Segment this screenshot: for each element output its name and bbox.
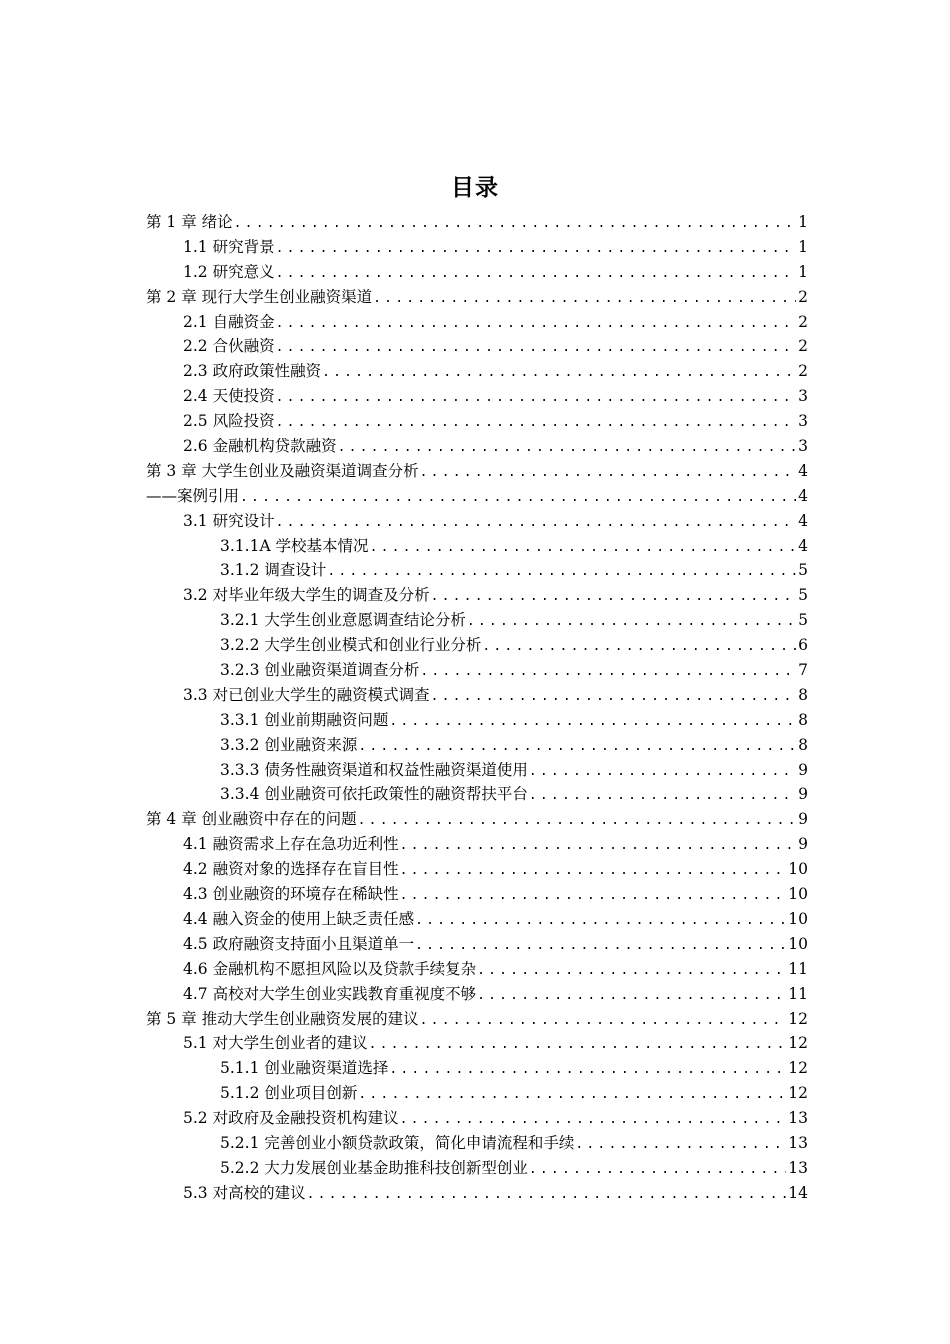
toc-entry[interactable] (146, 1056, 808, 1081)
toc-entry[interactable] (146, 310, 808, 335)
toc-entry[interactable] (146, 857, 808, 882)
toc-entry[interactable] (146, 509, 808, 534)
toc-entry-text: 2.5 风险投资 (183, 412, 275, 431)
toc-entry-text: 3.2.1 大学生创业意愿调查结论分析 (220, 611, 466, 630)
toc-entry-text: 3.3.1 创业前期融资问题 (220, 710, 389, 729)
toc-entry[interactable] (146, 608, 808, 633)
toc-entry-page: 12 (788, 1009, 808, 1028)
toc-entry[interactable] (146, 459, 808, 484)
toc-entry-text: 5.1 对大学生创业者的建议 (183, 1034, 368, 1053)
toc-leader-dots (358, 1083, 786, 1106)
toc-entry[interactable] (146, 409, 808, 434)
toc-entry-page: 11 (788, 959, 808, 978)
toc-entry-page: 13 (788, 1158, 808, 1177)
toc-entry[interactable] (146, 708, 808, 733)
toc-leader-dots (420, 1009, 787, 1032)
toc-entry-text: 3.2.2 大学生创业模式和创业行业分析 (220, 636, 482, 655)
toc-entry-page: 8 (798, 685, 808, 704)
toc-entry-text: 2.3 政府政策性融资 (183, 362, 322, 381)
toc-entry-text: 5.2.2 大力发展创业基金助推科技创新型创业 (220, 1158, 528, 1177)
toc-entry[interactable] (146, 733, 808, 758)
toc-leader-dots (389, 710, 796, 733)
toc-entry[interactable] (146, 807, 808, 832)
toc-entry[interactable] (146, 235, 808, 260)
toc-entry-text: 第 1 章 绪论 (146, 213, 233, 231)
toc-entry[interactable] (146, 957, 808, 982)
toc-entry-text: 3.3.2 创业融资来源 (220, 735, 358, 754)
toc-entry-text: 第 3 章 大学生创业及融资渠道调查分析 (146, 461, 419, 480)
toc-entry[interactable] (146, 334, 808, 359)
toc-leader-dots (276, 386, 797, 409)
toc-entry[interactable] (146, 285, 808, 310)
toc-entry[interactable] (146, 683, 808, 708)
toc-entry-text: 3.1 研究设计 (183, 511, 275, 530)
toc-entry-text: 3.1.1A 学校基本情况 (220, 536, 369, 555)
toc-entry-page: 2 (798, 337, 808, 356)
toc-leader-dots (420, 660, 796, 683)
toc-leader-dots (338, 436, 797, 459)
toc-entry-text: 4.6 金融机构不愿担风险以及贷款手续复杂 (183, 959, 477, 978)
toc-leader-dots (373, 287, 796, 310)
toc-entry-text: 5.1.2 创业项目创新 (220, 1084, 358, 1103)
toc-entry-text: 4.5 政府融资支持面小且渠道单一 (183, 934, 415, 953)
toc-entry[interactable] (146, 1031, 808, 1056)
toc-entry-page: 12 (788, 1034, 808, 1053)
toc-entry-page: 9 (798, 810, 808, 829)
toc-entry-page: 1 (798, 237, 808, 256)
toc-entry-page: 9 (798, 760, 808, 779)
toc-leader-dots (477, 984, 786, 1007)
toc-entry[interactable] (146, 982, 808, 1007)
toc-entry-page: 12 (788, 1084, 808, 1103)
toc-entry-page: 2 (798, 287, 808, 306)
toc-leader-dots (276, 411, 797, 434)
toc-entry[interactable] (146, 907, 808, 932)
toc-entry-page: 9 (798, 835, 808, 854)
toc-leader-dots (369, 1033, 787, 1056)
toc-entry[interactable] (146, 758, 808, 783)
toc-entry-text: 4.2 融资对象的选择存在盲目性 (183, 860, 399, 879)
toc-entry-text: 5.2 对政府及金融投资机构建议 (183, 1109, 399, 1128)
toc-leader-dots (415, 909, 786, 932)
toc-entry[interactable] (146, 558, 808, 583)
toc-entry-text: 3.3.3 债务性融资渠道和权益性融资渠道使用 (220, 760, 528, 779)
toc-leader-dots (276, 262, 797, 285)
toc-leader-dots (415, 934, 786, 957)
toc-leader-dots (400, 859, 787, 882)
toc-entry-page: 4 (798, 536, 808, 555)
toc-entry-text: 3.2 对毕业年级大学生的调查及分析 (183, 586, 430, 605)
toc-entry-page: 13 (788, 1109, 808, 1128)
toc-entry-page: 10 (788, 860, 808, 879)
toc-title: 目录 (451, 175, 499, 201)
toc-entry[interactable] (146, 1156, 808, 1181)
toc-entry-page: 10 (788, 909, 808, 928)
toc-entry[interactable] (146, 882, 808, 907)
toc-entry[interactable] (146, 1007, 808, 1032)
toc-leader-dots (431, 685, 797, 708)
toc-entry-page: 4 (798, 511, 808, 530)
toc-entry-page: 8 (798, 735, 808, 754)
toc-leader-dots (370, 536, 797, 559)
toc-entry[interactable] (146, 1181, 808, 1206)
toc-entry[interactable] (146, 484, 808, 509)
toc-leader-dots (431, 585, 797, 608)
toc-entry-page: 13 (788, 1133, 808, 1152)
toc-entry-text: 1.1 研究背景 (183, 237, 275, 256)
toc-leader-dots (322, 361, 796, 384)
toc-entry[interactable] (146, 1131, 808, 1156)
toc-entry[interactable] (146, 384, 808, 409)
toc-entry-page: 10 (788, 934, 808, 953)
toc-entry[interactable] (146, 1106, 808, 1131)
toc-list (146, 210, 808, 1206)
toc-entry[interactable] (146, 434, 808, 459)
toc-entry-text: 第 5 章 推动大学生创业融资发展的建议 (146, 1009, 419, 1028)
toc-entry-page: 1 (798, 213, 808, 231)
toc-leader-dots (276, 336, 797, 359)
toc-entry-text: 2.6 金融机构贷款融资 (183, 437, 337, 456)
toc-leader-dots (529, 1158, 786, 1181)
toc-leader-dots (276, 312, 797, 335)
toc-leader-dots (400, 834, 797, 857)
toc-entry-page: 5 (798, 561, 808, 580)
toc-entry[interactable] (146, 260, 808, 285)
toc-entry-page: 10 (788, 885, 808, 904)
toc-entry[interactable] (146, 210, 808, 235)
toc-entry-page: 3 (798, 412, 808, 431)
toc-entry-text: 3.3 对已创业大学生的融资模式调查 (183, 685, 430, 704)
toc-entry[interactable] (146, 932, 808, 957)
toc-leader-dots (482, 635, 796, 658)
toc-entry-text: 第 4 章 创业融资中存在的问题 (146, 810, 357, 829)
toc-entry[interactable] (146, 633, 808, 658)
toc-entry-text: 4.1 融资需求上存在急功近利性 (183, 835, 399, 854)
toc-entry[interactable] (146, 832, 808, 857)
toc-leader-dots (276, 511, 797, 534)
toc-entry-page: 4 (798, 461, 808, 480)
toc-entry-page: 1 (798, 262, 808, 281)
toc-entry-page: 2 (798, 362, 808, 381)
toc-leader-dots (358, 735, 796, 758)
toc-entry-page: 12 (788, 1059, 808, 1078)
toc-entry-text: 2.1 自融资金 (183, 312, 275, 331)
toc-entry-text: 4.4 融入资金的使用上缺乏责任感 (183, 909, 415, 928)
toc-entry-text: ——案例引用 (146, 486, 240, 505)
toc-leader-dots (467, 610, 796, 633)
toc-leader-dots (234, 212, 796, 235)
toc-entry[interactable] (146, 1081, 808, 1106)
toc-entry-text: 2.2 合伙融资 (183, 337, 275, 356)
toc-leader-dots (529, 760, 796, 783)
toc-entry[interactable] (146, 658, 808, 683)
toc-leader-dots (400, 884, 787, 907)
toc-leader-dots (276, 237, 797, 260)
toc-entry-text: 4.3 创业融资的环境存在稀缺性 (183, 885, 399, 904)
toc-entry-text: 3.2.3 创业融资渠道调查分析 (220, 661, 420, 680)
toc-entry-text: 5.3 对高校的建议 (183, 1183, 306, 1202)
toc-entry-text: 2.4 天使投资 (183, 387, 275, 406)
toc-entry-page: 7 (798, 661, 808, 680)
toc-leader-dots (420, 461, 796, 484)
toc-entry-text: 4.7 高校对大学生创业实践教育重视度不够 (183, 984, 477, 1003)
toc-entry-page: 6 (798, 636, 808, 655)
toc-leader-dots (327, 560, 796, 583)
toc-entry[interactable] (146, 782, 808, 807)
toc-entry-page: 11 (788, 984, 808, 1003)
toc-leader-dots (358, 809, 796, 832)
toc-entry[interactable] (146, 534, 808, 559)
toc-leader-dots (307, 1183, 787, 1206)
toc-entry[interactable] (146, 583, 808, 608)
toc-leader-dots (575, 1133, 786, 1156)
toc-entry-page: 5 (798, 611, 808, 630)
toc-entry-page: 5 (798, 586, 808, 605)
toc-entry-text: 5.2.1 完善创业小额贷款政策，简化申请流程和手续 (220, 1133, 575, 1152)
toc-entry-text: 5.1.1 创业融资渠道选择 (220, 1059, 389, 1078)
toc-entry-page: 9 (798, 785, 808, 804)
toc-leader-dots (240, 486, 796, 509)
toc-leader-dots (389, 1058, 786, 1081)
toc-entry-page: 4 (798, 486, 808, 505)
toc-entry-page: 3 (798, 387, 808, 406)
toc-entry-text: 1.2 研究意义 (183, 262, 275, 281)
toc-entry-page: 2 (798, 312, 808, 331)
toc-leader-dots (400, 1108, 787, 1131)
toc-leader-dots (477, 959, 786, 982)
toc-entry-text: 3.3.4 创业融资可依托政策性的融资帮扶平台 (220, 785, 528, 804)
toc-entry-page: 14 (788, 1183, 808, 1202)
toc-entry-page: 3 (798, 437, 808, 456)
toc-entry-page: 8 (798, 710, 808, 729)
toc-entry-text: 第 2 章 现行大学生创业融资渠道 (146, 287, 373, 306)
toc-entry[interactable] (146, 359, 808, 384)
toc-entry-text: 3.1.2 调查设计 (220, 561, 327, 580)
toc-leader-dots (529, 784, 796, 807)
